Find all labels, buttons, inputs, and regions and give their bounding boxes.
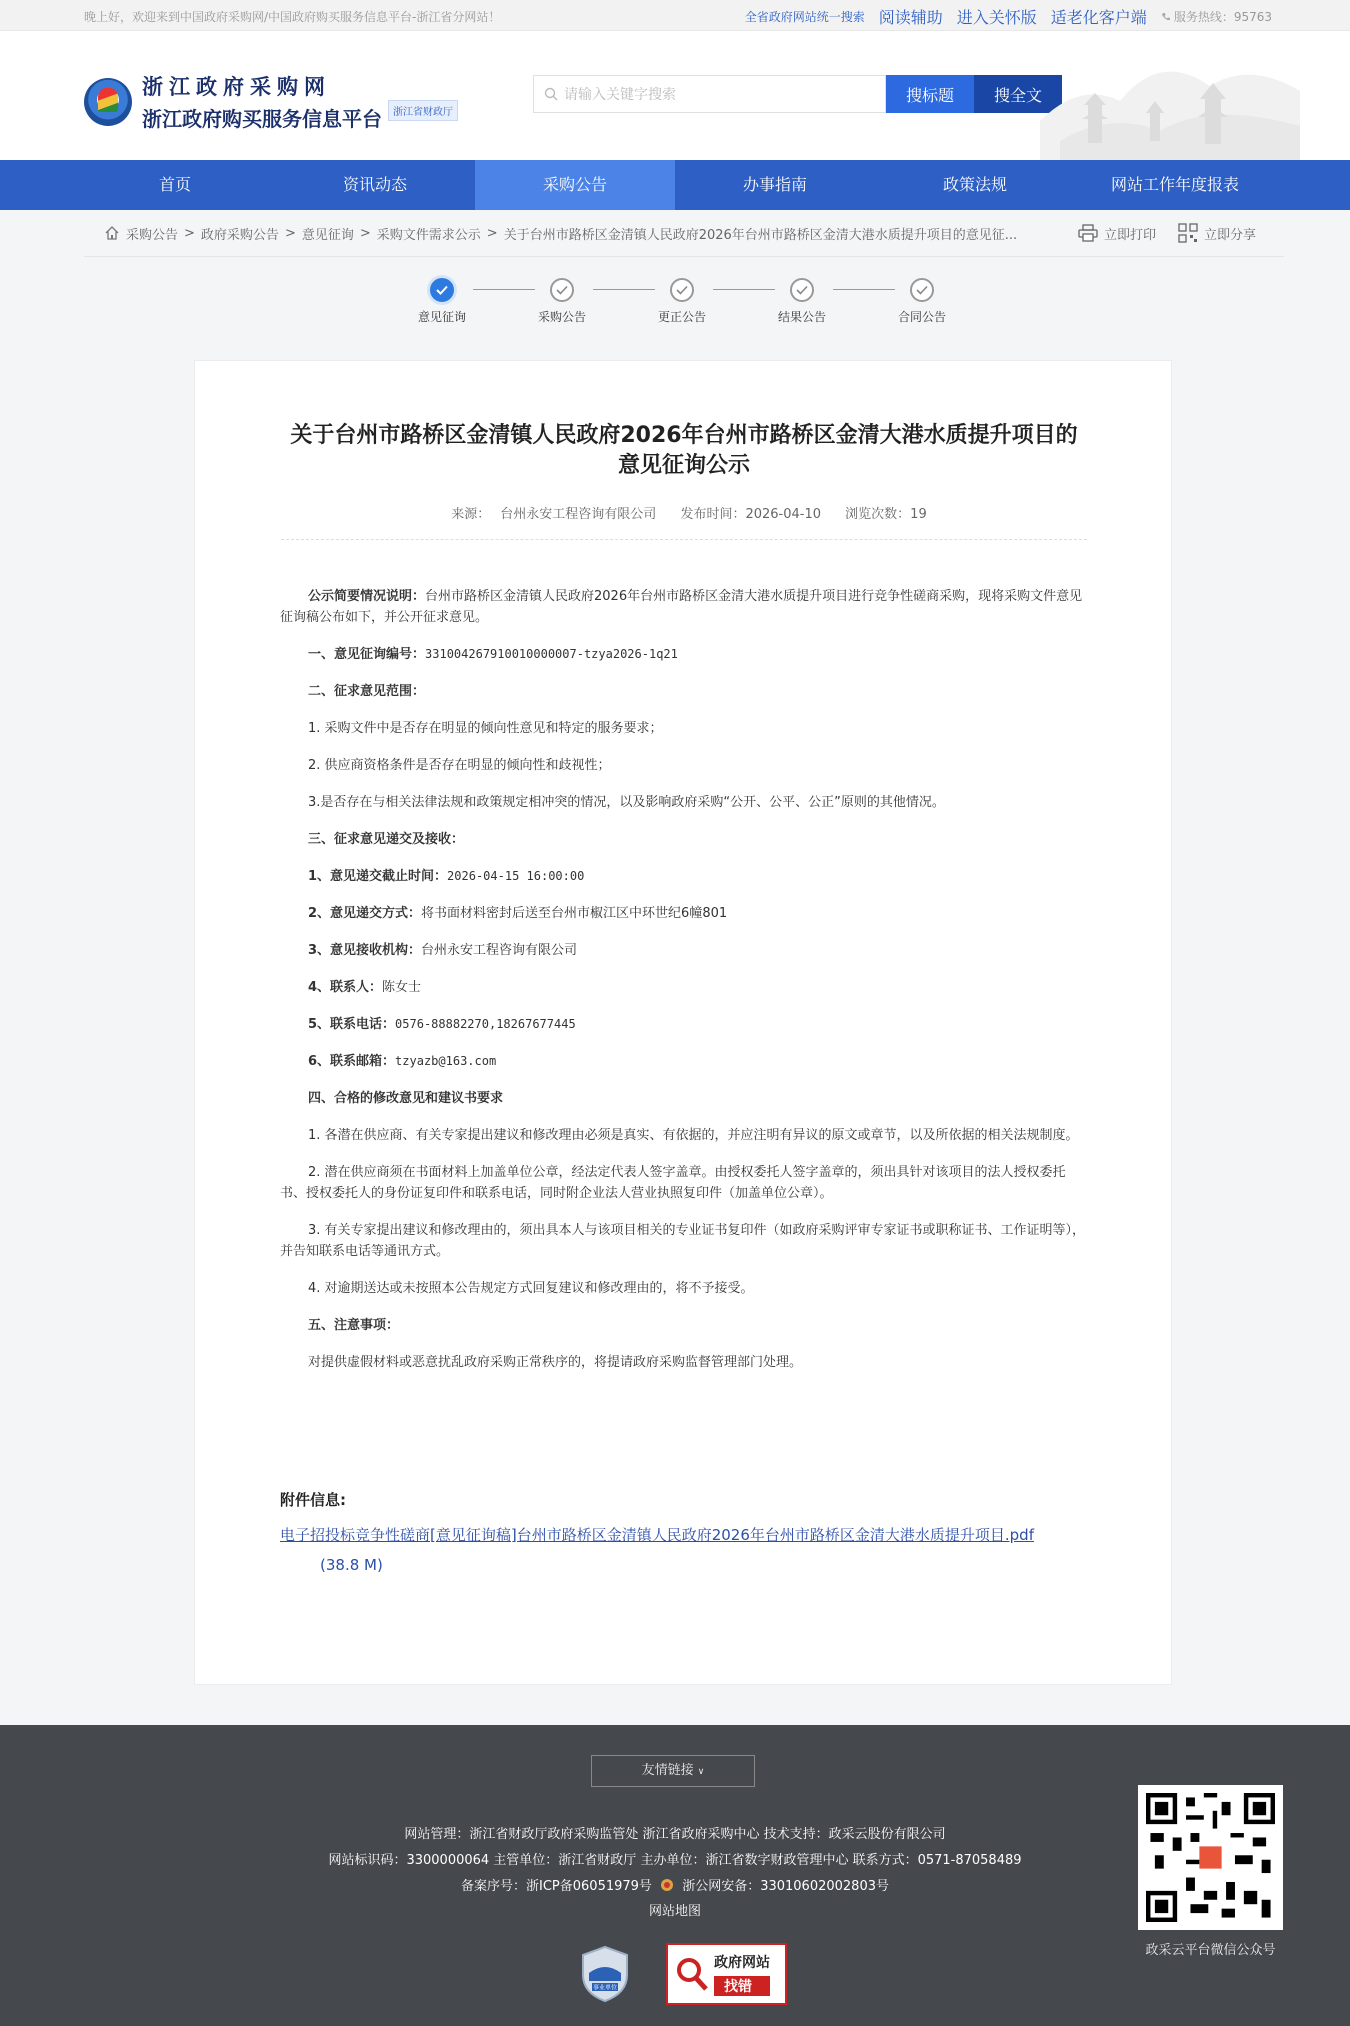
icp-link[interactable]: 备案序号：浙ICP备06051979号 [461, 1879, 652, 1894]
site-logo[interactable] [84, 71, 458, 132]
nav-policy[interactable]: 政策法规 [942, 175, 1007, 194]
chevron-down-icon: ∨ [697, 1767, 705, 1777]
badge1-text: 事业单位 [592, 1984, 618, 1992]
logo-badge: 浙江省财政厅 [388, 100, 458, 121]
check-icon [796, 285, 808, 295]
submit-method-row: 2、意见递交方式：将书面材料密封后送至台州市椒江区中环世纪6幢801 [308, 906, 728, 921]
elderly-client-link[interactable]: 适老化客户端 [1050, 8, 1147, 27]
search-bar [533, 75, 1062, 113]
check-icon [556, 285, 568, 295]
section-1: 一、意见征询编号：331004267910010000007-tzya2026-1q21 [308, 647, 678, 662]
main-nav [0, 160, 1350, 210]
receiver-row: 3、意见接收机构：台州永安工程咨询有限公司 [308, 943, 578, 958]
print-label: 立即打印 [1103, 227, 1156, 243]
footer-identifier: 网站标识码：3300000064 主管单位：浙江省财政厅 主办单位：浙江省数字财政管理中心 联系方式：0571-87058489 [328, 1853, 1022, 1868]
consultation-number: 331004267910010000007-tzya2026-1q21 [425, 647, 678, 661]
step-label: 结果公告 [777, 310, 826, 324]
logo-title: 浙江政府采购网 [142, 75, 331, 99]
nav-guide[interactable]: 办事指南 [742, 175, 807, 194]
deadline-row: 1、意见递交截止时间：2026-04-15 16:00:00 [308, 869, 585, 884]
wechat-qr-code [1138, 1785, 1283, 1930]
reading-aid-link[interactable]: 阅读辅助 [878, 8, 943, 27]
crumb-current: 关于台州市路桥区金清镇人民政府2026年台州市路桥区金清大港水质提升项目的意见征... [503, 227, 1018, 243]
crumb-demand-publicity[interactable]: 采购文件需求公示 [376, 227, 481, 243]
source-label: 来源： [451, 507, 491, 522]
hotline [1161, 8, 1272, 25]
email-row: 6、联系邮箱：tzyazb@163.com [308, 1054, 497, 1069]
search-placeholder: 请输入关键字搜索 [564, 87, 676, 103]
section-4-item: 2. 潜在供应商须在书面材料上加盖单位公章，经法定代表人签字盖章。由授权委托人签字盖章的，须出具针对该项目的法人授权委托书、授权委托人的身份证复印件和联系电话，同时附企业法人营业执照复印件（加盖单位公章）。 [280, 1165, 1066, 1201]
public-institution-badge[interactable] [580, 1945, 630, 2003]
progress-steps [0, 278, 1350, 328]
date-label: 发布时间： [680, 507, 746, 522]
phone-row: 5、联系电话：0576-88882270,18267677445 [308, 1017, 576, 1032]
scenery-pagoda-icon [1040, 31, 1300, 160]
section-2-item: 3.是否存在与相关法律法规和政策规定相冲突的情况，以及影响政府采购“公开、公平、公正”原则的其他情况。 [308, 795, 945, 810]
section-4-heading: 四、合格的修改意见和建议书要求 [308, 1091, 504, 1106]
date-value: 2026-04-10 [745, 507, 822, 522]
attachment-size: (38.8 M) [320, 1556, 383, 1574]
breadcrumb: 采购公告 > 政府采购公告 > 意见征询 > 采购文件需求公示 > 关于台州市路桥区金清镇人民政府2026年台州市路桥区金清大港水质提升项目的意见征... 立即打印 立即分享 [84, 210, 1284, 257]
step-label: 更正公告 [657, 310, 706, 324]
logo-emblem-icon [84, 78, 132, 126]
article-body [280, 586, 1088, 1389]
check-icon [436, 285, 448, 295]
care-version-link[interactable]: 进入关怀版 [956, 8, 1037, 27]
search-input[interactable] [533, 75, 886, 113]
step-label: 采购公告 [537, 310, 586, 324]
contact-row: 4、联系人：陈女士 [308, 980, 422, 995]
welcome-text: 晚上好，欢迎来到中国政府采购网/中国政府购买服务信息平台-浙江省分网站！ [84, 10, 501, 24]
crumb-consultation[interactable]: 意见征询 [301, 227, 354, 243]
section-2-heading: 二、征求意见范围： [308, 684, 426, 699]
home-icon[interactable] [104, 225, 120, 241]
article-title: 关于台州市路桥区金清镇人民政府2026年台州市路桥区金清大港水质提升项目的意见征询公示 [290, 423, 1078, 478]
sitemap-link[interactable]: 网站地图 [648, 1904, 701, 1919]
step-correction-notice[interactable] [642, 278, 722, 325]
magnifier-icon [674, 1954, 710, 1994]
step-procurement-notice[interactable] [522, 278, 602, 325]
phone-icon [1161, 12, 1171, 22]
section-2-item: 2. 供应商资格条件是否存在明显的倾向性和歧视性； [308, 758, 611, 773]
attachment-heading: 附件信息: [280, 1491, 346, 1509]
share-button[interactable] [1178, 223, 1256, 243]
step-label: 意见征询 [417, 310, 466, 324]
views-value: 19 [910, 507, 927, 522]
hotline-text: 服务热线：95763 [1173, 10, 1272, 24]
top-links [745, 5, 1272, 28]
qr-share-icon [1178, 223, 1198, 243]
nav-procurement[interactable]: 采购公告 [475, 160, 675, 210]
section-5-heading: 五、注意事项： [308, 1318, 400, 1333]
section-3-heading: 三、征求意见递交及接收： [308, 832, 465, 847]
badge2-title: 政府网站 [714, 1955, 770, 1971]
check-icon [676, 285, 688, 295]
gov-site-error-report-badge[interactable] [666, 1943, 787, 2005]
attachment-link[interactable]: 电子招投标竞争性磋商[意见征询稿]台州市路桥区金清镇人民政府2026年台州市路桥区金清大港水质提升项目.pdf [280, 1526, 1034, 1544]
search-icon [544, 87, 558, 101]
crumb-gov-procurement[interactable]: 政府采购公告 [200, 227, 279, 243]
section-4-item: 4. 对逾期送达或未按照本公告规定方式回复建议和修改理由的，将不予接受。 [308, 1281, 754, 1296]
police-record-link[interactable]: 浙公网安备：33010602002803号 [682, 1879, 889, 1894]
footer [0, 1725, 1350, 2026]
site-search-link[interactable]: 全省政府网站统一搜索 [744, 10, 865, 24]
views-label: 浏览次数： [845, 507, 911, 522]
nav-annual-report[interactable]: 网站工作年度报表 [1110, 175, 1239, 194]
friend-links-dropdown[interactable]: 友情链接 ∨ [591, 1755, 755, 1787]
section-5-text: 对提供虚假材料或恶意扰乱政府采购正常秩序的，将提请政府采购监督管理部门处理。 [308, 1355, 803, 1370]
shield-icon [580, 1945, 630, 2003]
header [0, 31, 1350, 160]
article-meta [281, 503, 1087, 522]
search-title-button[interactable]: 搜标题 [886, 75, 974, 113]
divider [281, 539, 1087, 540]
print-button[interactable] [1078, 223, 1156, 243]
step-label: 合同公告 [897, 310, 946, 324]
police-badge-icon [660, 1878, 674, 1892]
logo-subtitle: 浙江政府购买服务信息平台 [142, 107, 382, 131]
step-consultation[interactable] [402, 278, 482, 325]
printer-icon [1078, 224, 1098, 242]
search-full-button[interactable]: 搜全文 [974, 75, 1062, 113]
section-2-item: 1. 采购文件中是否存在明显的倾向性意见和特定的服务要求； [308, 721, 663, 736]
footer-management: 网站管理：浙江省财政厅政府采购监管处 浙江省政府采购中心 技术支持：政采云股份有限公司 [404, 1827, 946, 1842]
badge2-subtitle: 找错 [714, 1976, 770, 1996]
nav-news[interactable]: 资讯动态 [342, 175, 407, 194]
top-bar [0, 0, 1350, 31]
source-value: 台州永安工程咨询有限公司 [500, 507, 657, 522]
nav-home[interactable]: 首页 [158, 175, 191, 194]
intro-paragraph: 公示简要情况说明：台州市路桥区金清镇人民政府2026年台州市路桥区金清大港水质提升项目进行竞争性磋商采购，现将采购文件意见征询稿公布如下，并公开征求意见。 [280, 589, 1083, 625]
step-contract-notice[interactable] [882, 278, 962, 325]
qr-caption: 政采云平台微信公众号 [1145, 1943, 1276, 1958]
step-result-notice[interactable] [762, 278, 842, 325]
check-icon [916, 285, 928, 295]
section-4-item: 3. 有关专家提出建议和修改理由的，须出具本人与该项目相关的专业证书复印件（如政府采购评审专家证书或职称证书、工作证明等），并告知联系电话等通讯方式。 [280, 1223, 1086, 1259]
share-label: 立即分享 [1203, 227, 1256, 243]
article-card [194, 360, 1172, 1685]
section-4-item: 1. 各潜在供应商、有关专家提出建议和修改理由必须是真实、有依据的，并应注明有异议的原文或章节，以及所依据的相关法规制度。 [308, 1128, 1079, 1143]
crumb-procurement[interactable]: 采购公告 [126, 227, 179, 243]
qr-code-icon [1146, 1793, 1275, 1922]
